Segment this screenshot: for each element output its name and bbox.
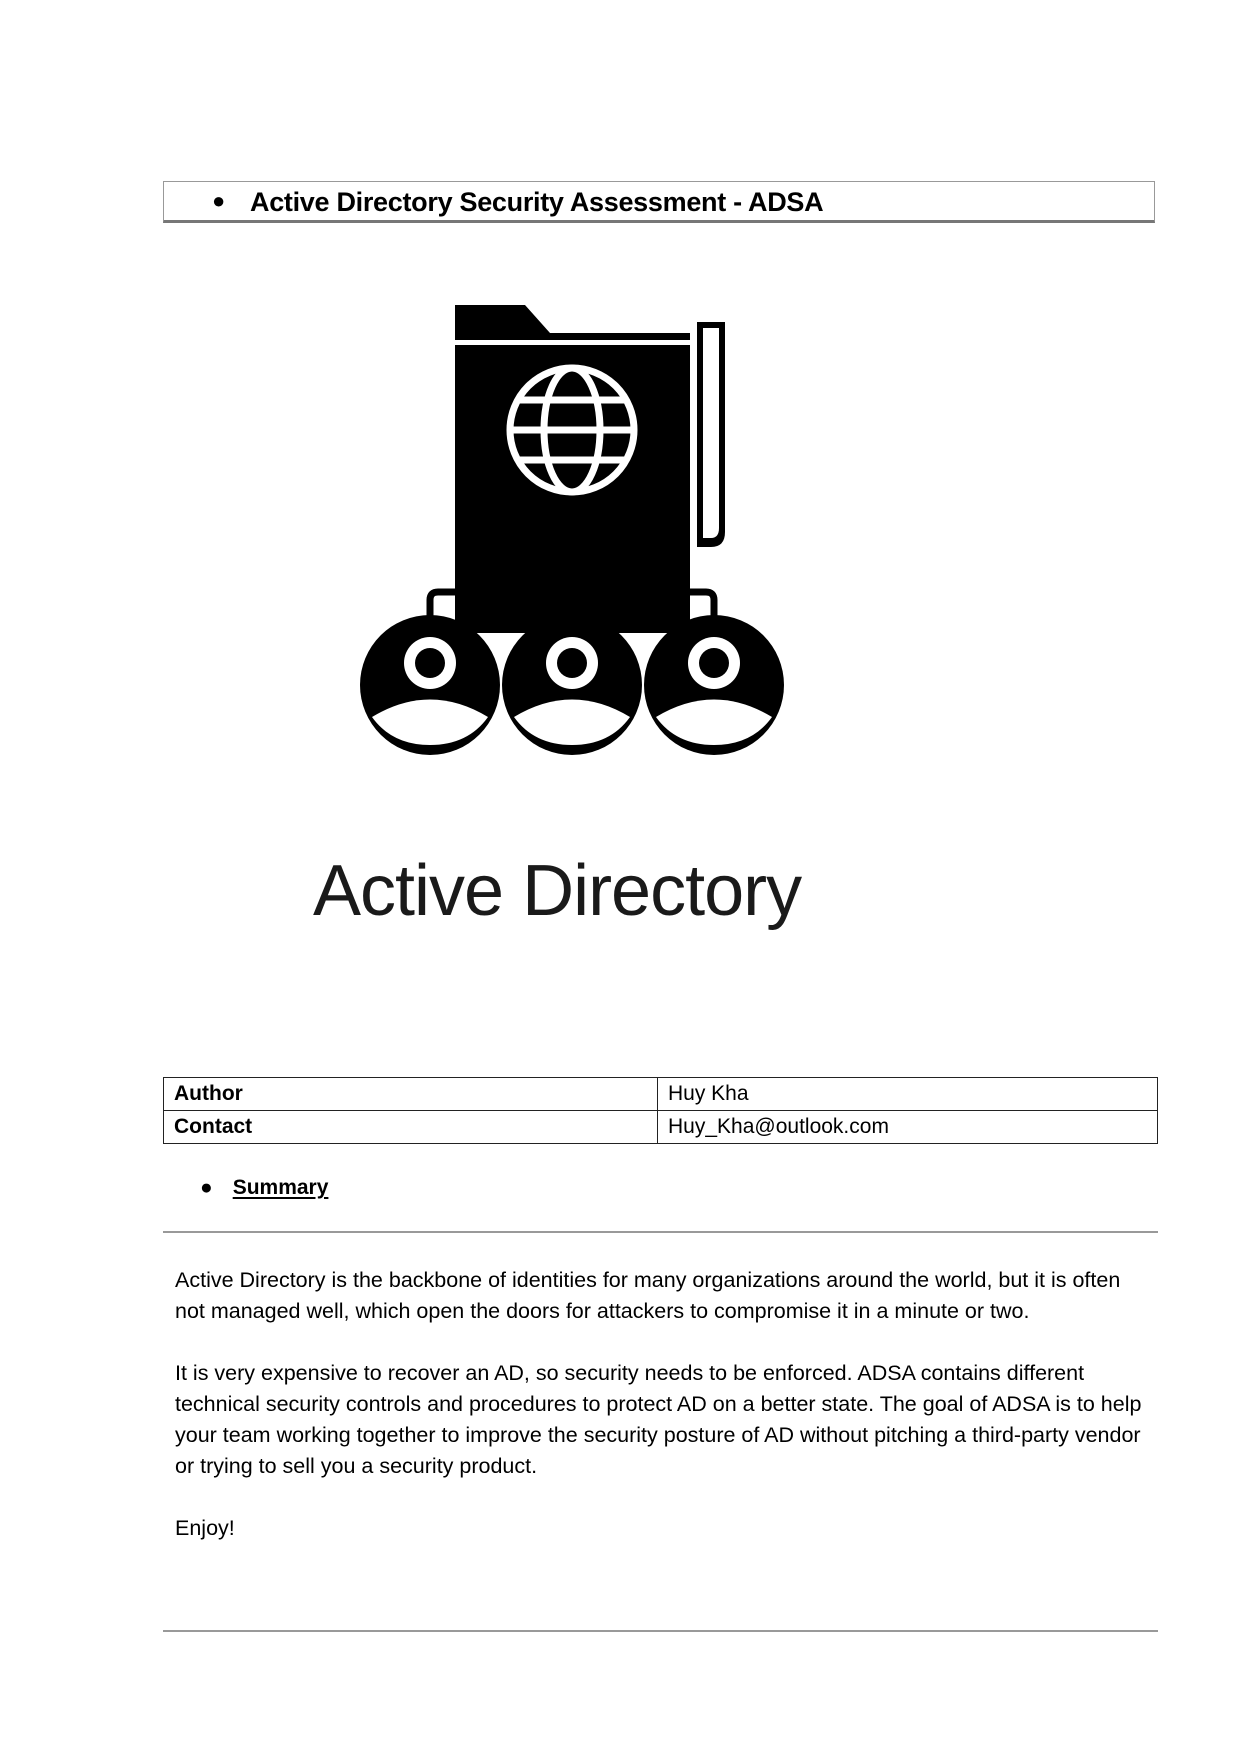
divider (163, 1630, 1158, 1632)
active-directory-logo-icon (360, 295, 840, 755)
title-box (163, 181, 1155, 223)
paragraph: Enjoy! (175, 1516, 235, 1540)
document-title: Active Directory Security Assessment - ADSA (250, 187, 824, 217)
author-table (163, 1077, 1158, 1144)
user-icons (360, 615, 784, 755)
author-value: Huy Kha (658, 1078, 1158, 1111)
table-row (164, 1111, 1158, 1144)
bullet-icon: ● (200, 1176, 213, 1199)
contact-value: Huy_Kha@outlook.com (658, 1111, 1158, 1144)
paragraph: Active Directory is the backbone of identities for many organizations around the world, but it is often not managed well, which open the doors for attackers to compromise it in a minute or two. (175, 1268, 1121, 1323)
logo-text: Active Directory (313, 851, 802, 931)
bullet-icon: ● (212, 188, 226, 213)
divider (163, 1231, 1158, 1233)
summary-body (175, 1265, 1155, 1575)
author-label: Author (164, 1078, 658, 1111)
table-row (164, 1078, 1158, 1111)
summary-heading-text: Summary (232, 1176, 329, 1199)
paragraph: It is very expensive to recover an AD, so security needs to be enforced. ADSA contains different technical security controls and procedures to protect AD on a better state. The goal of ADSA is to help your team working together to improve the security posture of AD without pitching a third-party vendor or trying to sell you a security product. (175, 1361, 1142, 1478)
summary-heading (200, 1176, 328, 1200)
contact-label: Contact (164, 1111, 658, 1144)
